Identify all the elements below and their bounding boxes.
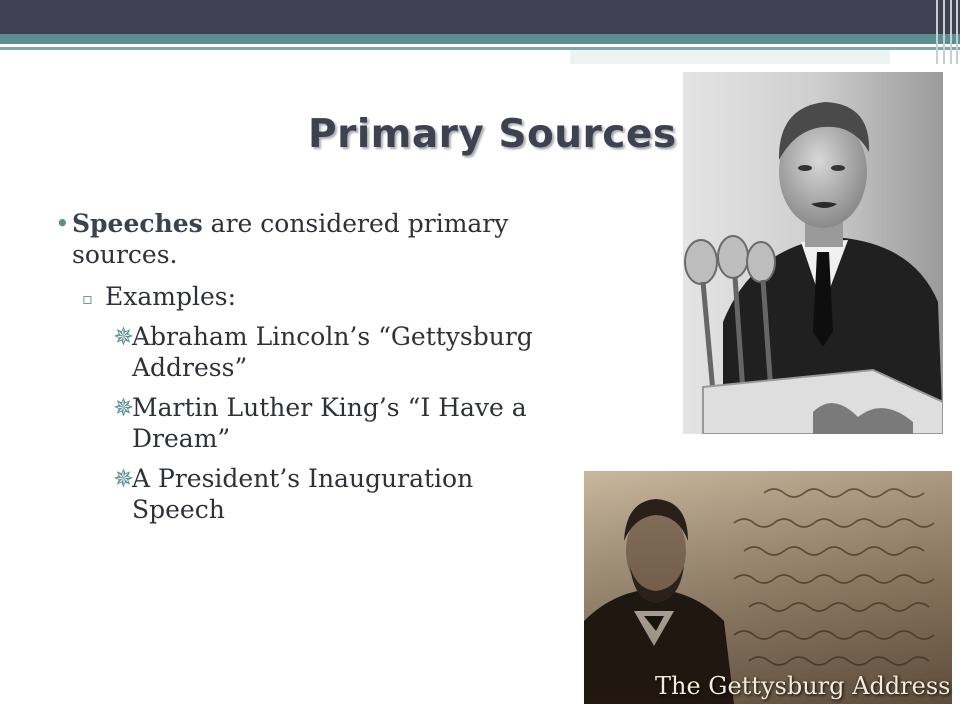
example-text: Abraham Lincoln’s “Gettysburg Address” (132, 322, 533, 382)
photo-caption: The Gettysburg Address (655, 672, 951, 700)
example-item (72, 392, 552, 454)
slide-body (55, 208, 552, 525)
example-text: Martin Luther King’s “I Have a Dream” (132, 393, 527, 453)
bullet-item-examples (72, 281, 552, 312)
example-item (72, 463, 552, 525)
jfk-speech-photo (683, 72, 943, 434)
bullet-main-text: are considered primary sources. (72, 209, 509, 269)
starburst-bullet-icon: ✵ (113, 393, 134, 422)
starburst-bullet-icon: ✵ (113, 322, 134, 351)
sub-bullet-label: Examples: (105, 282, 237, 311)
example-text: A President’s Inauguration Speech (132, 464, 474, 524)
square-bullet-icon: ▫ (82, 289, 93, 308)
teal-band (0, 34, 960, 44)
top-banner (0, 0, 960, 34)
bullet-main-bold: Speeches (72, 209, 203, 238)
slide-title: Primary Sources (308, 112, 677, 157)
decorative-stripes (932, 0, 960, 64)
bullet-item-main (55, 208, 552, 270)
starburst-bullet-icon: ✵ (113, 464, 134, 493)
banner-highlight (570, 50, 890, 64)
gettysburg-address-photo (584, 471, 952, 704)
example-item (72, 321, 552, 383)
bullet-dot-icon: • (55, 209, 70, 238)
